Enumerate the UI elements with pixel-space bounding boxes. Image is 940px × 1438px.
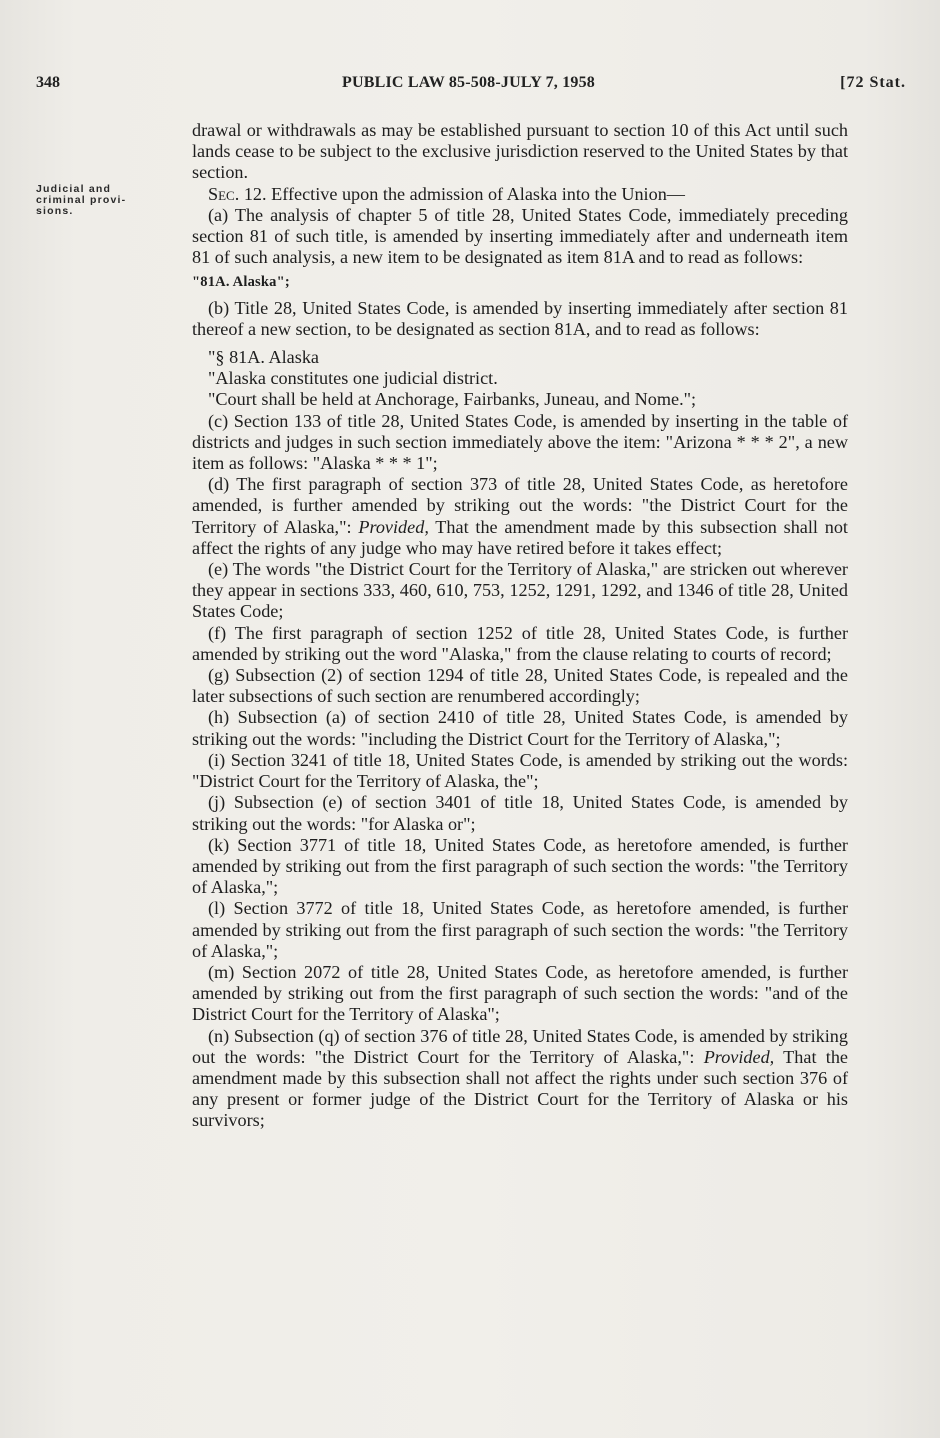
margin-note (36, 184, 186, 217)
section-81a-line-1: "Alaska constitutes one judicial district. (208, 368, 498, 389)
section-12-heading: Sec. 12. Effective upon the admission of Alaska into the Union— (208, 183, 685, 204)
paragraph-m: (m) Section 2072 of title 28, United States Code, as heretofore amended, is further amended by striking out from the first paragraph of such section the words: "and of the District Court for the Territory of Alaska"; (192, 961, 848, 1025)
margin-note-line: Judicial and (36, 183, 112, 195)
paragraph-continuation: drawal or withdrawals as may be established pursuant to section 10 of this Act until such lands cease to be subject to the exclusive jurisdiction reserved to the United States by that section. (192, 120, 848, 183)
section-81a-line-2: "Court shall be held at Anchorage, Fairbanks, Juneau, and Nome."; (208, 389, 697, 410)
section-label: Sec. (208, 183, 240, 204)
paragraph-b: (b) Title 28, United States Code, is amended by inserting immediately after section 81 thereof a new section, to be designated as section 81A, and to read as follows: (192, 297, 848, 339)
paragraph-n (192, 1026, 848, 1132)
statute-reference: [72 Stat. (840, 74, 906, 91)
paragraph-h: (h) Subsection (a) of section 2410 of title 28, United States Code, is amended by striking out the words: "including the District Court for the Territory of Alaska,"; (192, 707, 848, 749)
paragraph-e: (e) The words "the District Court for the Territory of Alaska," are stricken out wherever they appear in sections 333, 460, 610, 753, 1252, 1291, 1292, and 1346 of title 28, United States Code; (192, 559, 848, 622)
paragraph-l: (l) Section 3772 of title 18, United States Code, as heretofore amended, is further amended by striking out from the first paragraph of such section the words: "the Territory of Alaska,"; (192, 898, 848, 961)
margin-note-line: criminal provi- (36, 194, 127, 206)
margin-note-line: sions. (36, 205, 74, 217)
paragraph-n-text-1: (n) Subsection (q) of section 376 of title 28, United States Code, is amended by striking out the words: "the District Court for the Territory of Alaska,": (192, 1025, 848, 1067)
paragraph-a: (a) The analysis of chapter 5 of title 28, United States Code, immediately preceding section 81 of such title, is amended by inserting immediately after and underneath item 81 of such analysis, a new item to be designated as item 81A and to read as follows: (192, 204, 848, 268)
proviso-word: Provided, (358, 516, 429, 537)
paragraph-j: (j) Subsection (e) of section 3401 of title 18, United States Code, is amended by striking out the words: "for Alaska or"; (192, 792, 848, 834)
paragraph-c: (c) Section 133 of title 28, United States Code, is amended by inserting in the table of districts and judges in such section immediately above the item: "Arizona * * * 2", a new item as follows: "Alaska * * * 1"; (192, 410, 848, 474)
paragraph-d-text-2: That the amendment made by this subsection shall not affect the rights of any judge who may have retired before it takes effect; (192, 516, 848, 558)
item-81a: "81A. Alaska"; (192, 274, 290, 291)
proviso-word: Provided, (703, 1046, 775, 1067)
page-number: 348 (36, 74, 60, 91)
document-body (192, 120, 848, 1132)
paragraph-d (192, 474, 848, 559)
paragraph-n-text-2: That the amendment made by this subsection shall not affect the rights under such section 376 of any present or former judge of the District Court for the Territory of Alaska or his survivors; (192, 1046, 848, 1131)
section-81a-title: "§ 81A. Alaska (208, 347, 319, 368)
paragraph-d-text-1: (d) The first paragraph of section 373 of title 28, United States Code, as heretofore amended, is further amended by striking out the words: "the District Court for the Territory of Alaska,": (192, 474, 848, 537)
paragraph-g: (g) Subsection (2) of section 1294 of title 28, United States Code, is repealed and the later subsections of such section are renumbered accordingly; (192, 665, 848, 707)
header-title: PUBLIC LAW 85-508-JULY 7, 1958 (342, 74, 595, 91)
page-header (36, 74, 906, 98)
paragraph-k: (k) Section 3771 of title 18, United States Code, as heretofore amended, is further amended by striking out from the first paragraph of such section the words: "the Territory of Alaska,"; (192, 834, 848, 898)
paragraph-f: (f) The first paragraph of section 1252 of title 28, United States Code, is further amended by striking out the word "Alaska," from the clause relating to courts of record; (192, 622, 848, 664)
paragraph-i: (i) Section 3241 of title 18, United States Code, is amended by striking out the words: "District Court for the Territory of Alaska, the"; (192, 749, 848, 792)
